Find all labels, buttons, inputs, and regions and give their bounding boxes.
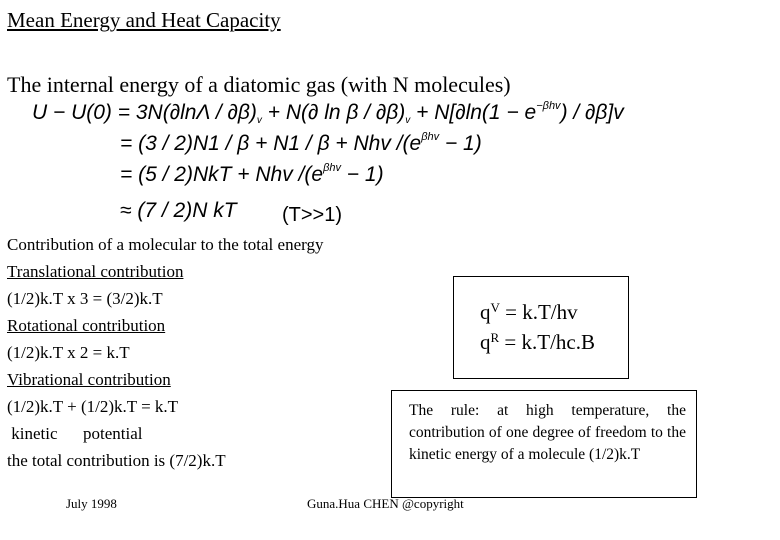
eq1-sub-1: v <box>256 115 262 126</box>
vibrational-partition-function <box>480 300 578 325</box>
rotational-partition-function <box>480 330 595 355</box>
translational-value: (1/2)k.T x 3 = (3/2)k.T <box>7 289 163 308</box>
qv-base: q <box>480 300 491 324</box>
eq3-part-b: − 1) <box>340 163 384 186</box>
eq2-part-b: − 1) <box>439 132 482 155</box>
equipartition-rule-text: The rule: at high temperature, the contribution of one degree of freedom to the kinetic energy of a molecule (1/2)k.T <box>409 402 686 463</box>
qr-expression: = k.T/hc.B <box>499 330 596 354</box>
eq3-part-a: = (5 / 2)NkT + Nhv /(e <box>120 163 324 186</box>
vibrational-value: (1/2)k.T + (1/2)k.T = k.T <box>7 397 179 416</box>
partition-function-box <box>453 276 629 379</box>
eq3-sup: βhv <box>323 162 341 174</box>
kinetic-potential-labels: kinetic potential <box>7 424 143 443</box>
eq1-part-d: ) / ∂β]v <box>560 101 624 124</box>
equation-line-3 <box>120 162 384 187</box>
qv-expression: = k.T/hv <box>499 300 578 324</box>
contribution-heading: Contribution of a molecular to the total energy <box>7 235 324 254</box>
equation-line-1 <box>32 100 624 126</box>
qv-superscript: V <box>490 300 500 315</box>
equation-line-4: ≈ (7 / 2)N kT <box>120 199 237 222</box>
qr-base: q <box>480 330 491 354</box>
eq1-part-b: + N(∂ ln β / ∂β) <box>261 101 406 124</box>
slide-title: Mean Energy and Heat Capacity <box>7 8 281 32</box>
vibrational-label: Vibrational contribution <box>7 370 171 389</box>
equation-line-2 <box>120 131 482 156</box>
eq1-sup: −βhv <box>536 100 561 112</box>
translational-label: Translational contribution <box>7 262 184 281</box>
high-temperature-condition: (T>>1) <box>282 204 343 226</box>
rotational-label: Rotational contribution <box>7 316 166 335</box>
contribution-list <box>7 233 323 476</box>
footer-date: July 1998 <box>66 496 117 511</box>
eq1-part-a: U − U(0) = 3N(∂lnΛ / ∂β) <box>32 101 257 124</box>
eq1-sub-2: v <box>405 115 411 126</box>
total-contribution: the total contribution is (7/2)k.T <box>7 451 226 470</box>
footer-copyright: Guna.Hua CHEN @copyright <box>307 496 464 511</box>
eq2-sup: βhv <box>421 131 440 143</box>
eq2-part-a: = (3 / 2)N1 / β + N1 / β + Nhv /(e <box>120 132 422 155</box>
intro-text: The internal energy of a diatomic gas (with N molecules) <box>7 72 511 97</box>
rotational-value: (1/2)k.T x 2 = k.T <box>7 343 130 362</box>
qr-superscript: R <box>490 330 500 345</box>
eq1-part-c: + N[∂ln(1 − e <box>410 101 537 124</box>
